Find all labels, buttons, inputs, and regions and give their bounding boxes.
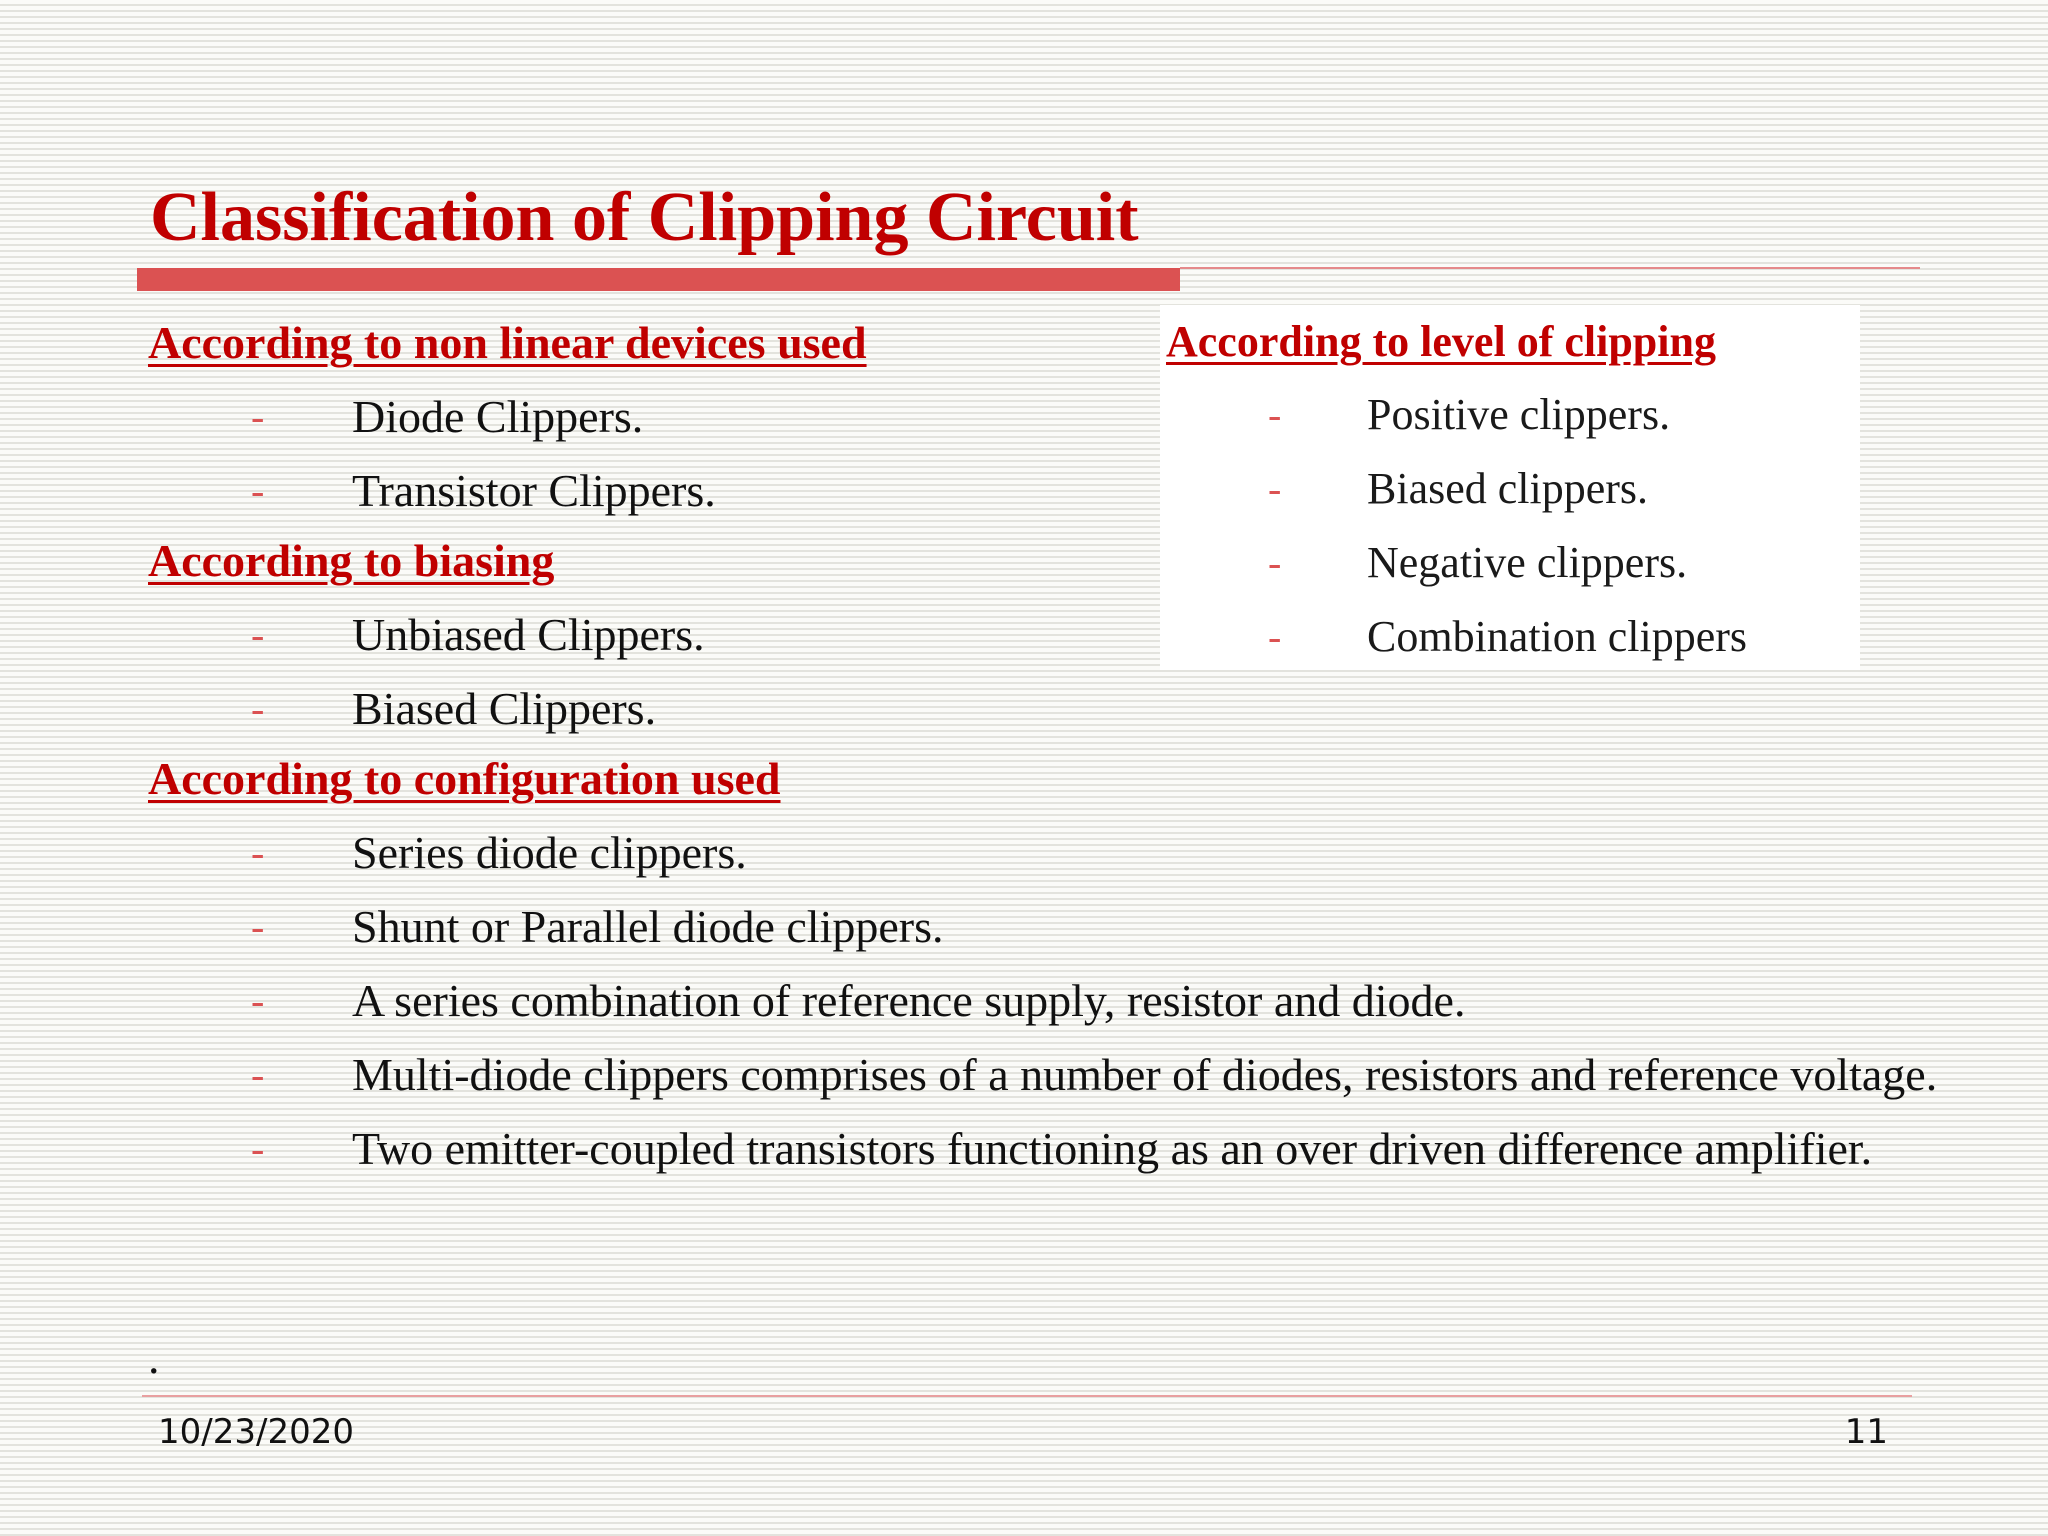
list-item-text: Series diode clippers. — [352, 827, 747, 878]
list-item-text: Unbiased Clippers. — [352, 609, 705, 660]
list-item-text: Multi-diode clippers comprises of a number of diodes, resistors and reference voltage. — [352, 1049, 1938, 1100]
trailing-dot: . — [148, 1332, 160, 1383]
bullet-dash: - — [1268, 540, 1282, 585]
title-underline-bar — [137, 268, 1180, 291]
list-item-text: Shunt or Parallel diode clippers. — [352, 901, 944, 952]
slide-title: Classification of Clipping Circuit — [150, 179, 1139, 256]
section-heading-level: According to level of clipping — [1166, 317, 1716, 366]
bullet-dash: - — [251, 978, 265, 1023]
section-heading-devices: According to non linear devices used — [148, 317, 867, 368]
list-item — [148, 679, 2012, 739]
list-item-text: Two emitter-coupled transistors functioning as an over driven difference amplifier. — [352, 1123, 1873, 1174]
list-item — [148, 971, 2012, 1031]
bullet-dash: - — [251, 830, 265, 875]
list-item-text: Biased clippers. — [1367, 464, 1649, 513]
bullet-dash: - — [251, 468, 265, 513]
bullet-dash: - — [251, 612, 265, 657]
list-item-text: A series combination of reference supply, resistor and diode. — [352, 975, 1466, 1026]
list-item-text: Diode Clippers. — [352, 391, 644, 442]
bullet-dash: - — [251, 686, 265, 731]
list-item — [148, 897, 2012, 957]
bullet-dash: - — [1268, 392, 1282, 437]
bullet-dash: - — [251, 1126, 265, 1171]
section-heading-configuration: According to configuration used — [148, 753, 781, 804]
level-list — [1160, 385, 1747, 681]
footer-divider — [142, 1395, 1912, 1397]
list-item — [1160, 385, 1747, 459]
bullet-dash: - — [251, 394, 265, 439]
section-heading-biasing: According to biasing — [148, 535, 555, 586]
list-item-text: Combination clippers — [1367, 612, 1748, 661]
list-item-text: Biased Clippers. — [352, 683, 657, 734]
list-item — [148, 1045, 2012, 1105]
list-item-text: Positive clippers. — [1367, 390, 1671, 439]
level-of-clipping-panel — [1160, 305, 1860, 670]
bullet-dash: - — [251, 1052, 265, 1097]
list-item — [148, 823, 2012, 883]
bullet-dash: - — [1268, 614, 1282, 659]
list-item — [1160, 459, 1747, 533]
title-underline-thin — [1180, 267, 1920, 269]
bullet-dash: - — [1268, 466, 1282, 511]
footer-date: 10/23/2020 — [158, 1412, 354, 1452]
list-item — [1160, 607, 1747, 681]
configuration-list — [148, 823, 1938, 1179]
page-number: 11 — [1844, 1412, 1888, 1452]
list-item — [148, 1119, 2012, 1179]
list-item — [1160, 533, 1747, 607]
list-item-text: Transistor Clippers. — [352, 465, 716, 516]
list-item-text: Negative clippers. — [1367, 538, 1688, 587]
bullet-dash: - — [251, 904, 265, 949]
